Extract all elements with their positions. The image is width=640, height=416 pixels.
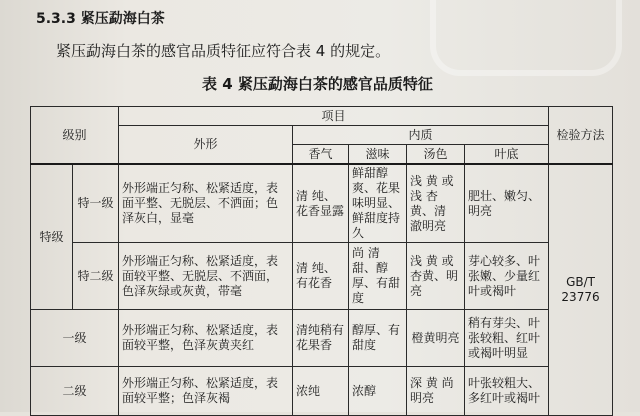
liquor-cell: 深 黄 尚明亮	[407, 367, 465, 416]
section-title: 5.3.3 紧压勐海白茶	[36, 11, 165, 27]
appearance-cell: 外形端正匀称、松紧适度，表面平整、无脱层、不洒面；色泽灰白，显毫	[119, 164, 293, 243]
header-taste: 滋味	[349, 145, 407, 165]
header-leaf: 叶底	[465, 145, 549, 165]
header-aroma: 香气	[293, 145, 349, 165]
grade-cell: 特二级	[73, 243, 119, 310]
liquor-cell: 浅 黄 或浅 杏 黄、清 澈明亮	[407, 164, 465, 243]
aroma-cell: 清 纯、花香显露	[293, 164, 349, 243]
aroma-cell: 清 纯、有花香	[293, 243, 349, 310]
aroma-cell: 浓纯	[293, 367, 349, 416]
liquor-cell: 浅 黄 或杏黄、明亮	[407, 243, 465, 310]
appearance-cell: 外形端正匀称、松紧适度，表面较平整；色泽灰褐	[119, 367, 293, 416]
table-row	[31, 367, 613, 416]
table-row	[31, 243, 613, 310]
taste-cell: 尚 清 甜、醇厚、有甜度	[349, 243, 407, 310]
header-appearance: 外形	[119, 126, 293, 165]
header-grade: 级别	[31, 107, 119, 165]
leaf-cell: 稍有芽尖、叶张较粗、红叶或褐叶明显	[465, 310, 549, 367]
leaf-cell: 芽心较多、叶张嫩、少量红叶或褐叶	[465, 243, 549, 310]
intro-paragraph: 紧压勐海白茶的感官品质特征应符合表 4 的规定。	[56, 42, 391, 60]
appearance-cell: 外形端正匀称、松紧适度，表面较平整、无脱层、不洒面，色泽灰绿或灰黄，带毫	[119, 243, 293, 310]
header-liquor: 汤色	[407, 145, 465, 165]
taste-cell: 醇厚、有甜度	[349, 310, 407, 367]
table-row	[31, 310, 613, 367]
header-row-2	[31, 126, 613, 145]
leaf-cell: 叶张较粗大、多红叶或褐叶	[465, 367, 549, 416]
leaf-cell: 肥壮、嫩匀、明亮	[465, 164, 549, 243]
grade-cell: 二级	[31, 367, 119, 416]
table-row	[31, 164, 613, 243]
header-internal: 内质	[293, 126, 549, 145]
aroma-cell: 清纯稍有花果香	[293, 310, 349, 367]
grade-cell: 一级	[31, 310, 119, 367]
taste-cell: 浓醇	[349, 367, 407, 416]
liquor-cell: 橙黄明亮	[407, 310, 465, 367]
sensory-quality-table	[30, 106, 613, 416]
header-item: 项目	[119, 107, 549, 126]
header-row-1	[31, 107, 613, 126]
grade-cell: 特一级	[73, 164, 119, 243]
watermark-stamp	[430, 0, 622, 76]
appearance-cell: 外形端正匀称、松紧适度，表面较平整，色泽灰黄夹红	[119, 310, 293, 367]
method-cell: GB/T 23776	[549, 164, 613, 416]
table-caption: 表 4 紧压勐海白茶的感官品质特征	[202, 75, 433, 93]
header-method: 检验方法	[549, 107, 613, 165]
taste-cell: 鲜甜醇爽、花果味明显、鲜甜度持久	[349, 164, 407, 243]
grade-special: 特级	[31, 164, 73, 310]
